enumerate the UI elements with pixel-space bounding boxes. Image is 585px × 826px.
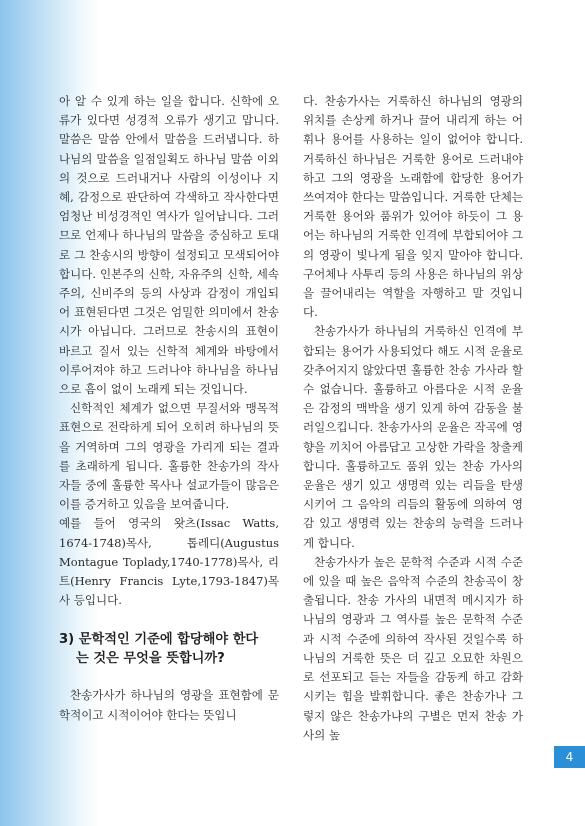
heading-line-2: 는 것은 무엇을 뜻합니까? (76, 651, 225, 667)
right-paragraph-3: 찬송가사가 높은 문학적 수준과 시적 수준에 있을 때 높은 음악적 수준의 찬송곡이 창출됩니다. 찬송 가사의 내면적 메시지가 하나님의 영광과 그 역사를 높은 문학적 수준과 시적 수준에 의하여 작사된 것일수록 하나님의 거룩한 뜻은 더 깊고 오묘한 차원으로 선포되고 듣는 자들을 감동케 하고 감화시키는 힘을 발휘합니다. 좋은 찬송가나 그렇지 않은 찬송가냐의 구별은 먼저 찬송 가사의 높 (303, 554, 523, 742)
left-paragraph-4: 찬송가사가 하나님의 영광을 표현함에 문학적이고 시적이어야 한다는 뜻입니 (59, 688, 279, 722)
left-paragraph-1: 아 알 수 있게 하는 일을 합니다. 신학에 오류가 있다면 성경적 오류가 생기고 맙니다. 말씀은 말씀 안에서 말씀을 드러냅니다. 하나님의 말씀을 일점일획도 하나님 말씀 이외의 것으로 드러내거나 사람의 이성이나 지혜, 감정으로 판단하여 각색하고 작사한다면 엄청난 비성경적인 역사가 일어납니다. 그러므로 언제나 하나님의 말씀을 중심하고 토대로 그 찬송시의 방향이 설정되고 모색되어야 합니다. 인본주의 신학, 자유주의 신학, 세속주의, 신비주의 등의 사상과 감정이 개입되어 표현된다면 그것은 엄밀한 의미에서 찬송시가 아닙니다. 그러므로 찬송시의 표현이 바르고 질서 있는 신학적 체계와 바탕에서 이루어져야 하고 드러나야 하나님을 하나님으로 흠이 없이 노래케 되는 것입니다. (59, 94, 279, 397)
page-number-badge: 4 (554, 746, 585, 768)
right-column (303, 92, 523, 745)
section-heading (59, 630, 279, 668)
right-paragraph-1: 다. 찬송가사는 거룩하신 하나님의 영광의 위치를 손상케 하거나 끌어 내리게 하는 어휘나 용어를 사용하는 일이 없어야 합니다. 거룩하신 하나님은 거룩한 용어로 드러내야 하고 그의 영광을 노래함에 합당한 용어가 쓰여져야 한다는 말씀입니다. 거룩한 단체는 거룩한 용어와 품위가 있어야 하듯이 그 용어는 하나님의 거룩한 인격에 부합되어야 그의 영광이 빛나게 됨을 잊지 말아야 합니다. 구어체나 사투리 등의 사용은 하나님의 위상을 끌어내리는 역할을 자행하고 말 것입니다. (303, 94, 523, 320)
left-column (59, 92, 279, 725)
left-paragraph-2: 신학적인 체계가 없으면 무질서와 맹목적 표현으로 전락하게 되어 오히려 하나님의 뜻을 거역하며 그의 영광을 가리게 되는 결과를 초래하게 됩니다. 훌륭한 찬송가의 작사자들 중에 훌륭한 목사나 설교가들이 많음은 이를 증거하고 있음을 보여줍니다. (59, 401, 279, 512)
left-paragraph-3: 예를 들어 영국의 왓츠(Issac Watts, 1674-1748)목사, 톱레디(Augustus Montague Toplady,1740-1778)목사, 리트(Henry Francis Lyte,1793-1847)목사 등입니다. (59, 516, 279, 608)
right-paragraph-2: 찬송가사가 하나님의 거룩하신 인격에 부합되는 용어가 사용되었다 해도 시적 운율로 갖추어지지 않았다면 훌륭한 찬송 가사라 할 수 없습니다. 훌륭하고 아름다운 시적 운율은 감정의 맥박을 생기 있게 하여 감동을 불러일으킵니다. 찬송가사의 운율은 작곡에 영향을 끼치어 아름답고 고상한 가락을 창출케 합니다. 훌륭하고도 품위 있는 찬송 가사의 운율은 생기 있고 생명력 있는 리듬을 탄생시키어 그 음악의 리듬의 활동에 의하여 영감 있고 생명력 있는 찬송의 능력을 드러나게 합니다. (303, 324, 523, 550)
heading-line-1: 3) 문학적인 기준에 합당해야 한다 (59, 632, 259, 648)
